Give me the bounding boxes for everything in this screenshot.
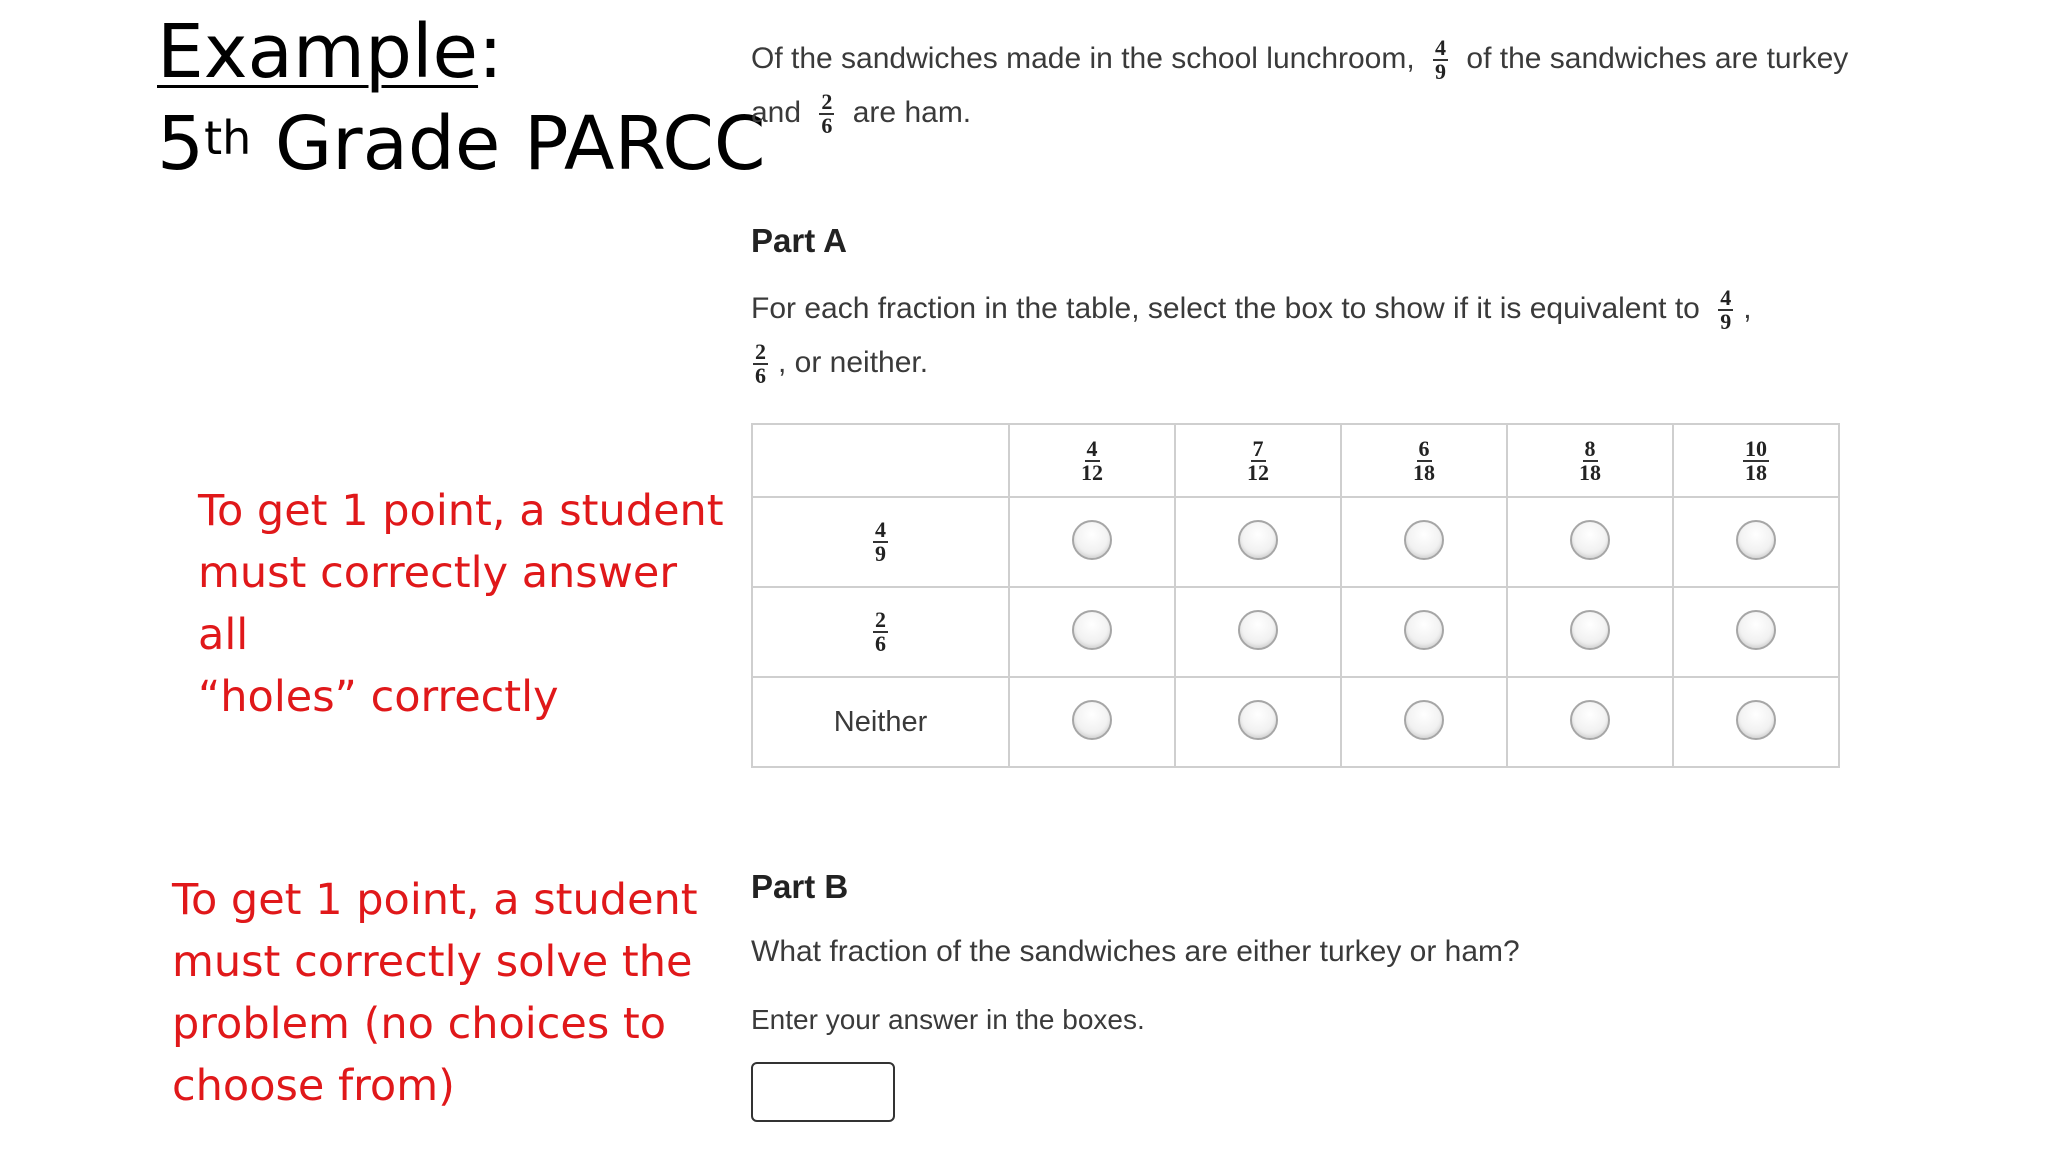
frac-numerator: 4: [875, 517, 886, 542]
fraction-two-sixths: [819, 91, 834, 137]
title-grade-suffix: th: [204, 111, 252, 165]
title-colon: :: [478, 9, 503, 95]
frac-numerator: 4: [1720, 285, 1732, 311]
radio-button[interactable]: [1736, 700, 1776, 740]
table-cell: [1673, 497, 1839, 587]
stem-text-1: Of the sandwiches made in the school lunchroom,: [751, 42, 1415, 75]
radio-button[interactable]: [1736, 610, 1776, 650]
frac-denominator: 6: [821, 113, 833, 139]
part-a-question: [751, 282, 1851, 390]
frac-denominator: 18: [1413, 459, 1435, 485]
radio-button[interactable]: [1570, 520, 1610, 560]
column-header: [1175, 424, 1341, 497]
radio-button[interactable]: [1238, 700, 1278, 740]
row-header: [752, 497, 1009, 587]
table-cell: [1009, 497, 1175, 587]
frac-denominator: 9: [875, 541, 886, 566]
frac-numerator: 6: [1418, 435, 1430, 461]
column-fraction: [1079, 435, 1105, 485]
radio-button[interactable]: [1736, 520, 1776, 560]
table-corner-cell: [752, 424, 1009, 497]
frac-numerator: 4: [1435, 35, 1447, 61]
part-a-comma: ,: [1743, 292, 1752, 325]
frac-denominator: 9: [1720, 309, 1732, 335]
title-grade-text: Grade PARCC: [251, 101, 766, 187]
radio-button[interactable]: [1238, 610, 1278, 650]
table-cell: [1673, 677, 1839, 767]
answer-input[interactable]: [751, 1062, 895, 1122]
frac-denominator: 9: [1435, 59, 1447, 85]
table-cell: [1673, 587, 1839, 677]
row-header-neither: Neither: [752, 677, 1009, 767]
frac-denominator: 18: [1745, 459, 1767, 485]
table-cell: [1009, 587, 1175, 677]
table-row: [752, 497, 1839, 587]
table-row: [752, 677, 1839, 767]
equivalence-table: [751, 423, 1840, 768]
table-cell: [1175, 677, 1341, 767]
part-a-heading: Part A: [751, 222, 847, 259]
row-fraction: [873, 519, 888, 565]
column-header: [1507, 424, 1673, 497]
frac-denominator: 12: [1247, 459, 1269, 485]
frac-numerator: 2: [821, 89, 833, 115]
part-b-question: What fraction of the sandwiches are either turkey or ham?: [751, 935, 1520, 968]
fraction-four-ninths: [1718, 287, 1733, 333]
frac-numerator: 4: [1086, 435, 1098, 461]
radio-button[interactable]: [1404, 520, 1444, 560]
table-cell: [1507, 677, 1673, 767]
column-header: [1009, 424, 1175, 497]
frac-numerator: 7: [1252, 435, 1264, 461]
row-fraction: [873, 609, 888, 655]
radio-button[interactable]: [1072, 610, 1112, 650]
row-header: [752, 587, 1009, 677]
frac-numerator: 8: [1584, 435, 1596, 461]
table-cell: [1341, 677, 1507, 767]
radio-button[interactable]: [1570, 700, 1610, 740]
frac-numerator: 10: [1745, 435, 1767, 461]
radio-button[interactable]: [1072, 520, 1112, 560]
table-cell: [1507, 497, 1673, 587]
frac-denominator: 12: [1081, 459, 1103, 485]
part-b-instruction: Enter your answer in the boxes.: [751, 1004, 1145, 1035]
fraction-two-sixths: [753, 341, 768, 387]
column-fraction: [1577, 435, 1603, 485]
fraction-four-ninths: [1433, 37, 1448, 83]
frac-denominator: 18: [1579, 459, 1601, 485]
question-stem: [751, 32, 1851, 140]
column-fraction: [1245, 435, 1271, 485]
column-header: [1673, 424, 1839, 497]
table-cell: [1175, 497, 1341, 587]
part-a-text-2: , or neither.: [778, 346, 929, 379]
part-a-scoring-note: To get 1 point, a student must correctly answer all “holes” correctly: [198, 486, 724, 722]
table-cell: [1175, 587, 1341, 677]
title-example: Example: [157, 9, 479, 95]
radio-button[interactable]: [1238, 520, 1278, 560]
table-row: [752, 587, 1839, 677]
part-a-text-1: For each fraction in the table, select the box to show if it is equivalent to: [751, 292, 1700, 325]
column-header: [1341, 424, 1507, 497]
radio-button[interactable]: [1404, 700, 1444, 740]
frac-numerator: 2: [755, 339, 766, 365]
column-fraction: [1411, 435, 1437, 485]
frac-denominator: 6: [875, 631, 886, 656]
table-cell: [1341, 497, 1507, 587]
column-fraction: [1743, 435, 1769, 485]
frac-numerator: 2: [875, 607, 886, 632]
title-grade-number: 5: [157, 101, 205, 187]
table-cell: [1507, 587, 1673, 677]
part-b-scoring-note: To get 1 point, a student must correctly solve the problem (no choices to choose from): [172, 875, 698, 1111]
table-cell: [1009, 677, 1175, 767]
part-b-heading: Part B: [751, 868, 849, 905]
slide-title: [157, 6, 766, 190]
stem-text-3: are ham.: [852, 96, 972, 129]
stem-text-2: of the sandwiches are turkey and: [751, 42, 1849, 129]
radio-button[interactable]: [1570, 610, 1610, 650]
frac-denominator: 6: [755, 363, 766, 389]
radio-button[interactable]: [1404, 610, 1444, 650]
radio-button[interactable]: [1072, 700, 1112, 740]
table-header-row: [752, 424, 1839, 497]
table-cell: [1341, 587, 1507, 677]
